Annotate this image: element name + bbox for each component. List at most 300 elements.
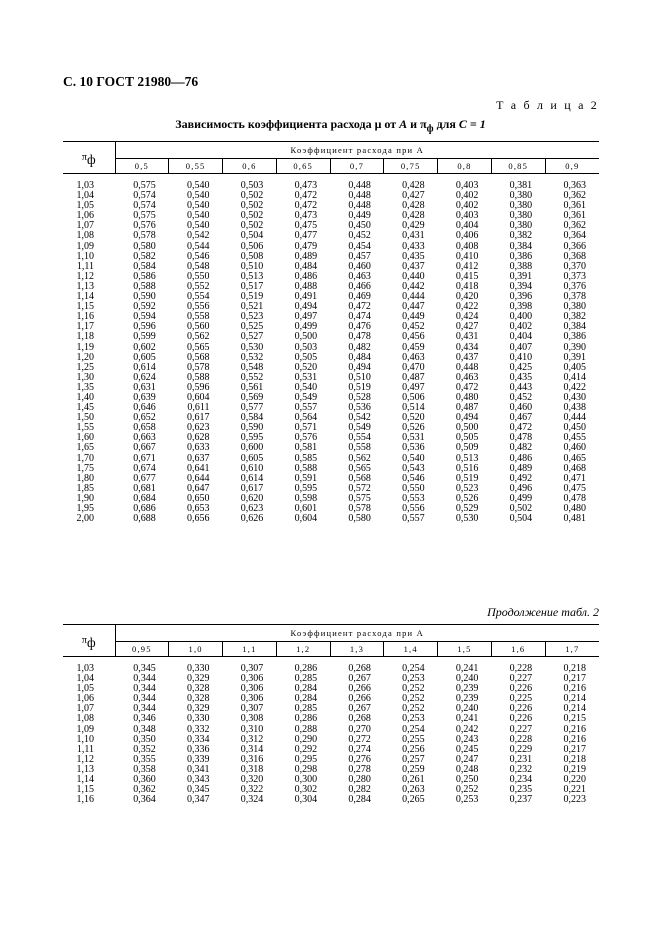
table-cell: 0,536 (402, 442, 425, 454)
pi-value: 1,16 (76, 794, 94, 806)
table-cell: 0,285 (294, 703, 318, 715)
table-cell: 0,564 (294, 412, 318, 424)
table-cell: 0,266 (348, 683, 371, 695)
table-cell: 0,460 (563, 442, 586, 454)
table-cell: 0,330 (187, 663, 210, 674)
table-cell: 0,404 (509, 331, 533, 343)
table-cell: 0,575 (133, 210, 156, 222)
table-cell: 0,556 (187, 301, 210, 313)
table-cell: 0,472 (455, 381, 479, 393)
table-cell: 0,571 (294, 422, 318, 434)
table-cell: 0,442 (402, 280, 425, 292)
table-cell: 0,452 (402, 321, 425, 333)
table-cell: 0,463 (402, 351, 425, 363)
table-cell: 0,300 (294, 774, 318, 786)
title-for: для (436, 117, 456, 131)
table-cell: 0,499 (294, 321, 318, 333)
table-cell: 0,463 (455, 371, 479, 383)
table-cell: 0,226 (509, 683, 533, 695)
pi-value: 1,15 (76, 301, 94, 313)
pi-value: 1,11 (76, 743, 94, 755)
table-cell: 0,362 (563, 220, 586, 232)
table-cell: 0,502 (240, 220, 264, 232)
table-cell: 0,549 (294, 391, 318, 403)
table-cell: 0,604 (294, 513, 318, 525)
table-cell: 0,469 (348, 291, 371, 303)
table-cell: 0,568 (348, 472, 371, 484)
table-cell: 0,550 (402, 482, 425, 494)
table-cell: 0,544 (187, 240, 210, 252)
table-cell: 0,448 (348, 180, 371, 191)
table-cell: 0,228 (509, 733, 533, 745)
table-cell: 0,214 (563, 703, 586, 715)
table-cell: 0,384 (563, 321, 586, 333)
table-cell: 0,585 (294, 452, 318, 464)
table-cell: 0,578 (348, 503, 371, 514)
pi-value: 1,10 (76, 250, 94, 262)
table-cell: 0,438 (563, 402, 586, 414)
table-cell: 0,240 (455, 703, 479, 715)
table-cell: 0,314 (240, 743, 264, 755)
title-c: C = 1 (458, 117, 486, 131)
pi-value: 1,08 (76, 713, 94, 725)
table-cell: 0,400 (509, 311, 533, 323)
table-cell: 0,540 (187, 190, 210, 202)
table-cell: 0,252 (402, 703, 425, 715)
table-cell: 0,403 (455, 210, 479, 222)
table-cell: 0,418 (455, 280, 479, 292)
table-cell: 0,472 (509, 422, 533, 434)
pi-value: 1,30 (76, 371, 94, 383)
pi-value: 1,19 (76, 341, 94, 353)
table-cell: 0,276 (348, 753, 371, 765)
table-cell: 0,255 (402, 733, 425, 745)
table-cell: 0,487 (402, 371, 425, 383)
pi-value: 1,20 (76, 351, 94, 363)
table-cell: 0,497 (402, 381, 425, 393)
column-header: 0,85 (491, 159, 545, 174)
table-number: Т а б л и ц а 2 (496, 98, 599, 112)
table-cell: 0,637 (187, 452, 210, 464)
pi-value: 1,16 (76, 311, 94, 323)
table-cell: 0,434 (455, 341, 479, 353)
table-cell: 0,623 (187, 422, 210, 434)
title-sub: ф (426, 123, 434, 135)
pi-value: 1,35 (76, 381, 94, 393)
table-cell: 0,391 (509, 270, 533, 282)
table-cell: 0,368 (563, 250, 586, 262)
table-cell: 0,435 (509, 371, 533, 383)
table-cell: 0,227 (509, 673, 533, 685)
table-cell: 0,503 (240, 180, 264, 191)
table-cell: 0,231 (509, 753, 533, 765)
table-cell: 0,266 (348, 693, 371, 705)
table-cell: 0,576 (133, 220, 156, 232)
table-cell: 0,241 (455, 713, 479, 725)
table-cell: 0,384 (509, 240, 533, 252)
table-cell: 0,596 (187, 381, 210, 393)
pi-value: 1,50 (76, 412, 94, 424)
table-cell: 0,502 (509, 503, 533, 514)
table-cell: 0,584 (240, 412, 264, 424)
table-cell: 0,474 (348, 311, 371, 323)
table-cell: 0,435 (402, 250, 425, 262)
table-cell: 0,656 (187, 513, 210, 525)
table-cell: 0,467 (509, 412, 533, 424)
table-cell: 0,482 (348, 341, 371, 353)
table-cell: 0,280 (348, 774, 371, 786)
table-cell: 0,476 (348, 321, 371, 333)
table-cell: 0,549 (348, 422, 371, 434)
table-cell: 0,465 (563, 452, 586, 464)
table-cell: 0,475 (294, 220, 318, 232)
table-cell: 0,626 (240, 513, 264, 525)
table-cell: 0,364 (563, 230, 586, 242)
table-cell: 0,480 (455, 391, 479, 403)
table-cell: 0,540 (294, 381, 318, 393)
table-cell: 0,558 (187, 311, 210, 323)
table-cell: 0,444 (563, 412, 586, 424)
pi-value: 1,09 (76, 723, 94, 735)
table-cell: 0,510 (348, 371, 371, 383)
table-cell: 0,504 (240, 230, 264, 242)
table-cell: 0,513 (240, 270, 264, 282)
column-header: 0,8 (438, 159, 492, 174)
row-header (63, 625, 115, 657)
table-cell: 0,288 (294, 723, 318, 735)
table-cell: 0,241 (455, 663, 479, 674)
pi-value: 1,80 (76, 472, 94, 484)
table-cell: 0,572 (348, 482, 371, 494)
table-cell: 0,540 (187, 200, 210, 212)
table-cell: 0,234 (509, 774, 533, 786)
table-cell: 0,226 (509, 703, 533, 715)
table-cell: 0,497 (294, 311, 318, 323)
pi-value: 1,09 (76, 240, 94, 252)
table-cell: 0,628 (187, 432, 210, 444)
pi-value: 1,40 (76, 391, 94, 403)
table-cell: 0,312 (240, 733, 264, 745)
table-cell: 0,239 (455, 693, 479, 705)
table-cell: 0,565 (187, 341, 210, 353)
table-cell: 0,558 (348, 442, 371, 454)
table-cell: 0,350 (133, 733, 156, 745)
table-cell: 0,232 (509, 763, 533, 775)
table-cell: 0,614 (240, 472, 264, 484)
coefficient-table-1 (63, 141, 599, 524)
table-cell: 0,516 (455, 462, 479, 474)
table-cell: 0,444 (402, 291, 425, 303)
table-cell: 0,647 (187, 482, 210, 494)
column-header: 1,4 (384, 642, 438, 657)
table-cell: 0,540 (187, 210, 210, 222)
table-cell: 0,575 (133, 180, 156, 191)
table-cell: 0,256 (402, 743, 425, 755)
table-cell: 0,431 (455, 331, 479, 343)
table-row (63, 514, 599, 524)
table-cell: 0,575 (348, 492, 371, 504)
table-cell: 0,412 (455, 260, 479, 272)
table-cell: 0,523 (240, 311, 264, 323)
row-header-symbol: π (81, 634, 87, 646)
pi-value: 1,90 (76, 492, 94, 504)
table-cell: 0,584 (133, 260, 156, 272)
table-cell: 0,520 (294, 361, 318, 373)
table-cell: 0,553 (402, 492, 425, 504)
table-cell: 0,532 (240, 351, 264, 363)
table-cell: 0,580 (133, 240, 156, 252)
table-cell: 0,631 (133, 381, 156, 393)
table-cell: 0,452 (348, 230, 371, 242)
table-cell: 0,406 (455, 230, 479, 242)
table-cell: 0,370 (563, 260, 586, 272)
table-cell: 0,519 (240, 291, 264, 303)
table-cell: 0,477 (294, 230, 318, 242)
table-cell: 0,449 (348, 210, 371, 222)
table-cell: 0,329 (187, 703, 210, 715)
table-cell: 0,347 (187, 794, 210, 806)
table-cell: 0,588 (294, 462, 318, 474)
table-cell: 0,523 (455, 482, 479, 494)
table-cell: 0,358 (133, 763, 156, 775)
table-cell: 0,253 (402, 713, 425, 725)
table-cell: 0,602 (133, 341, 156, 353)
table-cell: 0,448 (348, 190, 371, 202)
table-cell: 0,402 (509, 321, 533, 333)
table-cell: 0,382 (563, 311, 586, 323)
table-cell: 0,352 (133, 743, 156, 755)
group-header: Коэффициент расхода при A (115, 142, 599, 159)
table-cell: 0,674 (133, 462, 156, 474)
table-cell: 0,644 (187, 472, 210, 484)
table-cell: 0,332 (187, 723, 210, 735)
table-cell: 0,667 (133, 442, 156, 454)
table-cell: 0,216 (563, 723, 586, 735)
pi-value: 1,11 (76, 260, 94, 272)
column-header: 1,7 (565, 644, 580, 654)
pi-value: 1,60 (76, 432, 94, 444)
table-cell: 0,520 (402, 412, 425, 424)
table-cell: 0,235 (509, 784, 533, 796)
pi-value: 1,08 (76, 230, 94, 242)
table-cell: 0,329 (187, 673, 210, 685)
table-cell: 0,402 (455, 200, 479, 212)
table-cell: 0,548 (187, 260, 210, 272)
table-cell: 0,548 (240, 361, 264, 373)
table-cell: 0,252 (455, 784, 479, 796)
table-cell: 0,617 (240, 482, 264, 494)
table-cell: 0,428 (402, 200, 425, 212)
table-cell: 0,427 (402, 190, 425, 202)
table-cell: 0,237 (509, 794, 533, 806)
table-cell: 0,503 (294, 341, 318, 353)
table-cell: 0,525 (240, 321, 264, 333)
table-cell: 0,531 (402, 432, 425, 444)
table-cell: 0,343 (187, 774, 210, 786)
table-cell: 0,565 (348, 462, 371, 474)
table-cell: 0,292 (294, 743, 318, 755)
row-header-sub: ф (86, 635, 96, 651)
table-cell: 0,450 (348, 220, 371, 232)
table-cell: 0,216 (563, 683, 586, 695)
table-cell: 0,405 (563, 361, 586, 373)
table-cell: 0,307 (240, 703, 264, 715)
table-cell: 0,581 (294, 442, 318, 454)
column-header: 0,75 (384, 159, 438, 174)
table-cell: 0,391 (563, 351, 586, 363)
pi-value: 1,14 (76, 291, 94, 303)
pi-value: 1,04 (76, 190, 94, 202)
table-cell: 0,514 (402, 402, 425, 414)
table-cell: 0,478 (563, 492, 586, 504)
table-cell: 0,447 (402, 301, 425, 313)
pi-value: 1,18 (76, 331, 94, 343)
table-cell: 0,216 (563, 733, 586, 745)
table-cell: 0,600 (240, 442, 264, 454)
table-cell: 0,478 (348, 331, 371, 343)
table-cell: 0,284 (294, 693, 318, 705)
table-cell: 0,274 (348, 743, 371, 755)
table-cell: 0,382 (509, 230, 533, 242)
table-cell: 0,482 (509, 442, 533, 454)
table-cell: 0,496 (509, 482, 533, 494)
pi-value: 1,07 (76, 220, 94, 232)
table-cell: 0,614 (133, 361, 156, 373)
table-cell: 0,324 (240, 794, 264, 806)
table-cell: 0,617 (187, 412, 210, 424)
table-cell: 0,218 (563, 663, 586, 674)
table-cell: 0,410 (455, 250, 479, 262)
table-cell: 0,452 (509, 391, 533, 403)
table-cell: 0,519 (455, 472, 479, 484)
table-cell: 0,394 (509, 280, 533, 292)
table-cell: 0,590 (240, 422, 264, 434)
table-cell: 0,381 (509, 180, 533, 191)
table-cell: 0,574 (133, 200, 156, 212)
table-cell: 0,580 (348, 513, 371, 525)
table-cell: 0,481 (563, 513, 586, 525)
table-cell: 0,459 (402, 341, 425, 353)
table-cell: 0,355 (133, 753, 156, 765)
table-cell: 0,250 (455, 774, 479, 786)
table-cell: 0,470 (402, 361, 425, 373)
table-cell: 0,398 (509, 301, 533, 313)
table-cell: 0,248 (455, 763, 479, 775)
table-cell: 0,517 (240, 280, 264, 292)
table-cell: 0,306 (240, 673, 264, 685)
continuation-label: Продолжение табл. 2 (487, 605, 599, 619)
table-cell: 0,284 (294, 683, 318, 695)
table-cell: 0,254 (402, 723, 425, 735)
table-cell: 0,550 (187, 270, 210, 282)
table-cell: 0,336 (187, 743, 210, 755)
table-cell: 0,623 (240, 503, 264, 514)
table-cell: 0,330 (187, 713, 210, 725)
table-cell: 0,290 (294, 733, 318, 745)
table-cell: 0,530 (240, 341, 264, 353)
table-cell: 0,502 (240, 210, 264, 222)
table-cell: 0,577 (240, 402, 264, 414)
table-cell: 0,306 (240, 693, 264, 705)
table-cell: 0,505 (294, 351, 318, 363)
table-cell: 0,505 (455, 432, 479, 444)
table-cell: 0,386 (563, 331, 586, 343)
table-cell: 0,594 (133, 311, 156, 323)
table-cell: 0,429 (402, 220, 425, 232)
table-cell: 0,229 (509, 743, 533, 755)
table-cell: 0,253 (455, 794, 479, 806)
table-cell: 0,308 (240, 713, 264, 725)
table-cell: 0,568 (187, 351, 210, 363)
table-cell: 0,460 (348, 260, 371, 272)
table-cell: 0,402 (455, 190, 479, 202)
table-title (0, 117, 661, 134)
table-cell: 0,540 (402, 452, 425, 464)
column-header: 1,6 (491, 642, 545, 657)
table-cell: 0,633 (187, 442, 210, 454)
page-header: С. 10 ГОСТ 21980—76 (63, 74, 199, 89)
table-cell: 0,259 (402, 763, 425, 775)
table-cell: 0,529 (455, 503, 479, 514)
table-cell: 0,475 (563, 482, 586, 494)
table-cell: 0,425 (509, 361, 533, 373)
table-cell: 0,278 (348, 763, 371, 775)
table-cell: 0,334 (187, 733, 210, 745)
table-cell: 0,527 (240, 331, 264, 343)
table-cell: 0,528 (348, 391, 371, 403)
table-cell: 0,588 (133, 280, 156, 292)
table-cell: 0,285 (294, 673, 318, 685)
table-cell: 0,267 (348, 673, 371, 685)
table-cell: 0,506 (402, 391, 425, 403)
table-cell: 0,480 (563, 503, 586, 514)
table-cell: 0,506 (240, 240, 264, 252)
table-cell: 0,407 (509, 341, 533, 353)
column-header: 0,95 (115, 642, 169, 657)
table-cell: 0,253 (402, 673, 425, 685)
table-cell: 0,471 (563, 472, 586, 484)
table-cell: 0,455 (563, 432, 586, 444)
table-cell: 0,561 (240, 381, 264, 393)
table-cell: 0,422 (563, 381, 586, 393)
pi-value: 1,25 (76, 361, 94, 373)
table-cell: 0,639 (133, 391, 156, 403)
table-cell: 0,449 (402, 311, 425, 323)
table-cell: 0,390 (563, 341, 586, 353)
table-cell: 0,261 (402, 774, 425, 786)
table-cell: 0,341 (187, 763, 210, 775)
table-cell: 0,688 (133, 513, 156, 525)
table-cell: 0,468 (563, 462, 586, 474)
table-cell: 0,513 (455, 452, 479, 464)
table-cell: 0,650 (187, 492, 210, 504)
table-cell: 0,388 (509, 260, 533, 272)
table-cell: 0,463 (348, 270, 371, 282)
table-cell: 0,437 (402, 260, 425, 272)
table-cell: 0,492 (509, 472, 533, 484)
table-cell: 0,591 (294, 472, 318, 484)
table-cell: 0,217 (563, 743, 586, 755)
table-cell: 0,437 (455, 351, 479, 363)
column-header: 0,6 (223, 159, 277, 174)
table-cell: 0,396 (509, 291, 533, 303)
table-cell: 0,586 (133, 270, 156, 282)
table-cell: 0,554 (187, 291, 210, 303)
pi-value: 1,05 (76, 683, 94, 695)
pi-value: 1,05 (76, 200, 94, 212)
table-cell: 0,489 (509, 462, 533, 474)
table-cell: 0,574 (133, 190, 156, 202)
